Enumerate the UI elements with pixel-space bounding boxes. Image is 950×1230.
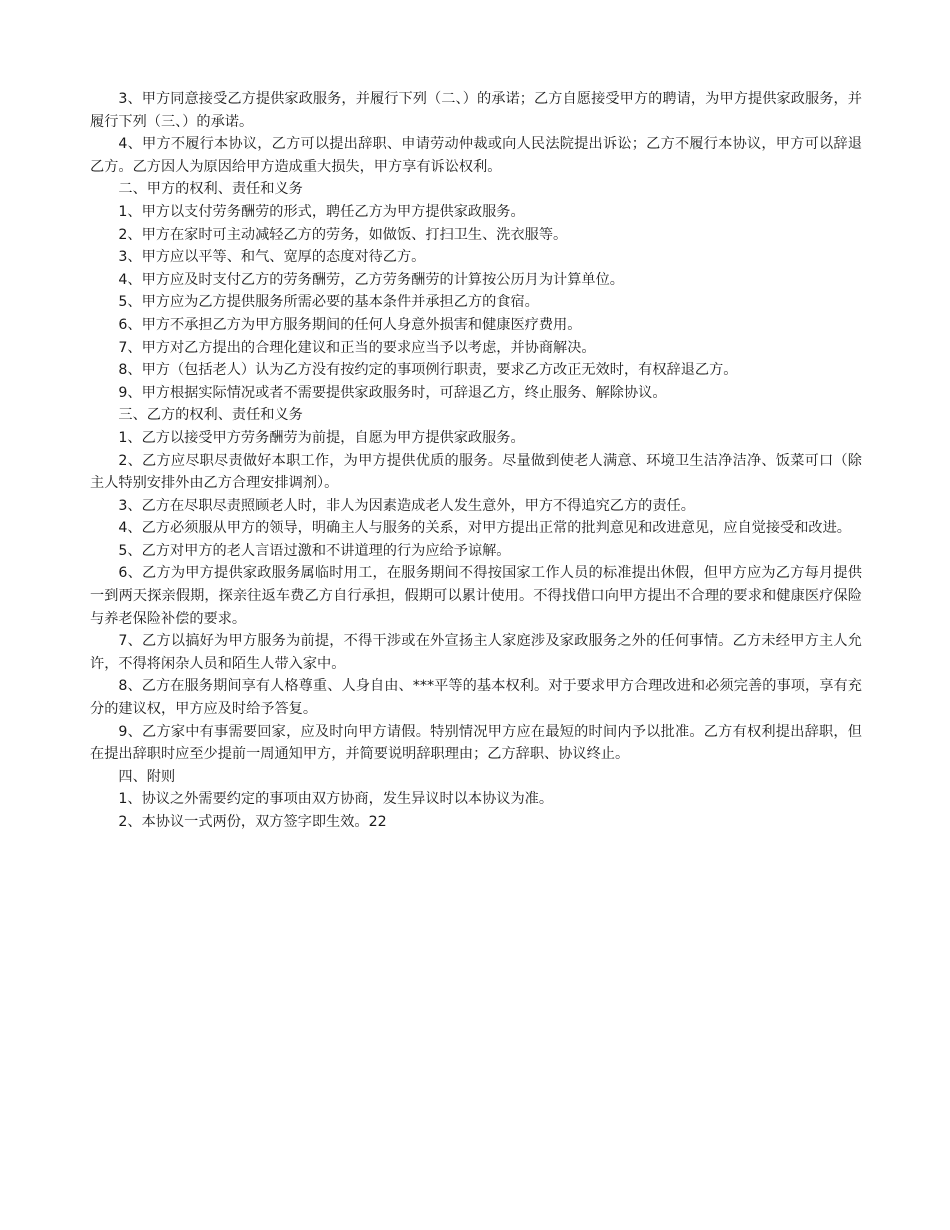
clause-paragraph: 3、乙方在尽职尽责照顾老人时，非人为因素造成老人发生意外，甲方不得追究乙方的责任。: [118, 497, 695, 514]
clause-paragraph: 2、甲方在家时可主动减轻乙方的劳务，如做饭、打扫卫生、洗衣服等。: [118, 226, 568, 243]
clause-paragraph: 4、甲方不履行本协议，乙方可以提出辞职、申请劳动仲裁或向人民法院提出诉讼；乙方不履行本协议，甲方可以辞退乙方。乙方因人为原因给甲方造成重大损失，甲方享有诉讼权利。: [90, 136, 862, 175]
clause-paragraph: 3、甲方应以平等、和气、宽厚的态度对待乙方。: [118, 249, 426, 266]
clause-paragraph: 2、乙方应尽职尽责做好本职工作，为甲方提供优质的服务。尽量做到使老人满意、环境卫生洁净洁净、饭菜可口（除主人特别安排外由乙方合理安排调剂）。: [90, 452, 862, 492]
section-heading: 三、乙方的权利、责任和义务: [118, 407, 303, 424]
clause-paragraph: 4、乙方必须服从甲方的领导，明确主人与服务的关系，对甲方提出正常的批判意见和改进意见，应自觉接受和改进。: [118, 520, 851, 537]
document-body: [90, 88, 862, 834]
clause-paragraph: 3、甲方同意接受乙方提供家政服务，并履行下列（二、）的承诺；乙方自愿接受甲方的聘请，为甲方提供家政服务，并履行下列（三、）的承诺。: [90, 91, 862, 130]
clause-paragraph: 8、甲方（包括老人）认为乙方没有按约定的事项例行职责，要求乙方改正无效时，有权辞退乙方。: [118, 362, 738, 379]
clause-paragraph: 6、乙方为甲方提供家政服务属临时用工，在服务期间不得按国家工作人员的标准提出休假，但甲方应为乙方每月提供一到两天探亲假期，探亲往返车费乙方自行承担，假期可以累计使用。不得找借口向甲方提出不合理的要求和健康医疗保险与养老保险补偿的要求。: [90, 565, 862, 627]
clause-paragraph: 7、甲方对乙方提出的合理化建议和正当的要求应当予以考虑，并协商解决。: [118, 339, 596, 356]
clause-paragraph: 5、甲方应为乙方提供服务所需必要的基本条件并承担乙方的食宿。: [118, 294, 539, 311]
clause-paragraph: 2、本协议一式两份，双方签字即生效。22: [118, 814, 387, 830]
clause-paragraph: 1、甲方以支付劳务酬劳的形式，聘任乙方为甲方提供家政服务。: [118, 203, 525, 220]
section-heading: 二、甲方的权利、责任和义务: [118, 181, 303, 198]
clause-paragraph: 6、甲方不承担乙方为甲方服务期间的任何人身意外损害和健康医疗费用。: [118, 316, 582, 333]
clause-paragraph: 8、乙方在服务期间享有人格尊重、人身自由、***平等的基本权利。对于要求甲方合理改进和必须完善的事项，享有充分的建议权，甲方应及时给予答复。: [90, 678, 862, 718]
section-heading: 四、附则: [118, 768, 176, 785]
clause-paragraph: 9、甲方根据实际情况或者不需要提供家政服务时，可辞退乙方，终止服务、解除协议。: [118, 384, 667, 401]
clause-paragraph: 1、协议之外需要约定的事项由双方协商，发生异议时以本协议为准。: [118, 791, 554, 808]
clause-paragraph: 7、乙方以搞好为甲方服务为前提，不得干涉或在外宣扬主人家庭涉及家政服务之外的任何事情。乙方未经甲方主人允许，不得将闲杂人员和陌生人带入家中。: [90, 633, 862, 672]
clause-paragraph: 9、乙方家中有事需要回家，应及时向甲方请假。特别情况甲方应在最短的时间内予以批准。乙方有权利提出辞职，但在提出辞职时应至少提前一周通知甲方，并简要说明辞职理由；乙方辞职、协议终止。: [90, 723, 862, 763]
clause-paragraph: 1、乙方以接受甲方劳务酬劳为前提，自愿为甲方提供家政服务。: [118, 429, 525, 446]
clause-paragraph: 5、乙方对甲方的老人言语过激和不讲道理的行为应给予谅解。: [118, 542, 511, 559]
clause-paragraph: 4、甲方应及时支付乙方的劳务酬劳，乙方劳务酬劳的计算按公历月为计算单位。: [118, 271, 624, 288]
